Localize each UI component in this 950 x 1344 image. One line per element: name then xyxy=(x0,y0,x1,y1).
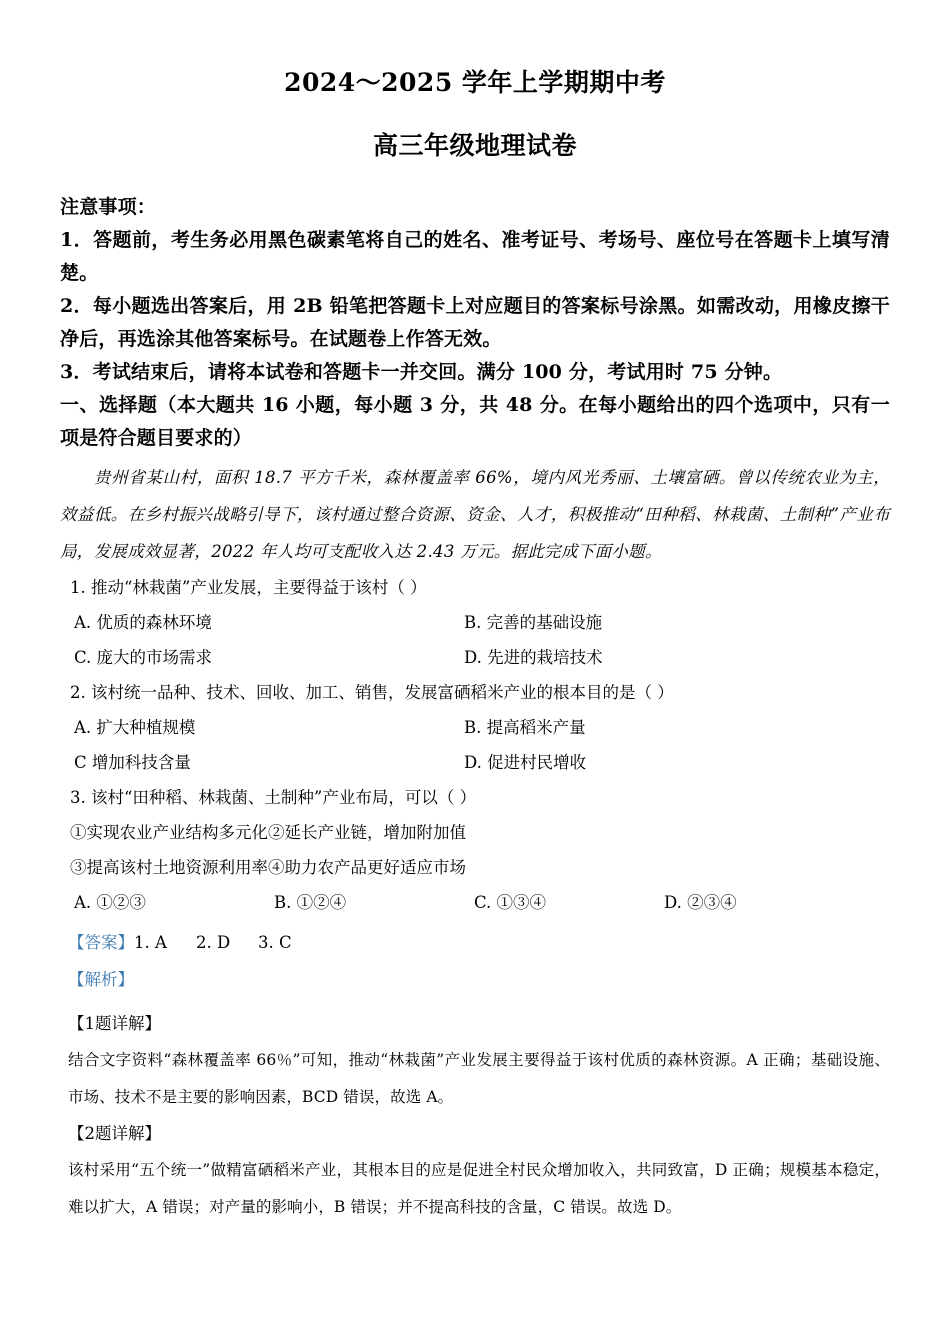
analysis-line xyxy=(60,961,890,998)
question-3-option-c[interactable]: C. ①③④ xyxy=(474,893,547,912)
question-3-option-b[interactable]: B. ①②④ xyxy=(274,893,347,912)
passage-text: 贵州省某山村，面积 18.7 平方千米，森林覆盖率 66%，境内风光秀丽、土壤富硒。曾以传统农业为主，效益低。在乡村振兴战略引导下，该村通过整合资源、资金、人才，积极推动“田种稻、林栽菌、土制种”产业布局，发展成效显著，2022 年人均可支配收入达 2.43 万元。据此完成下面小题。 xyxy=(60,468,890,561)
analysis-detail-1 xyxy=(60,1006,890,1116)
notice-item-2: 2．每小题选出答案后，用 2B 铅笔把答题卡上对应题目的答案标号涂黑。如需改动，用橡皮擦干净后，再选涂其他答案标号。在试题卷上作答无效。 xyxy=(60,295,890,350)
answer-item-2: 2. D xyxy=(196,933,231,952)
section-heading-multiple-choice: 一、选择题（本大题共 16 小题，每小题 3 分，共 48 分。在每小题给出的四个选项中，只有一项是符合题目要求的） xyxy=(60,394,890,449)
answer-item-3: 3. C xyxy=(258,933,292,952)
question-1-option-a[interactable]: A. 优质的森林环境 xyxy=(74,613,212,632)
question-3-subline-2: ③提高该村土地资源利用率④助力农产品更好适应市场 xyxy=(70,858,466,877)
analysis-detail-1-heading: 【1题详解】 xyxy=(68,1014,161,1033)
question-1-option-c[interactable]: C. 庞大的市场需求 xyxy=(74,648,213,667)
question-3-subline-1: ①实现农业产业结构多元化②延长产业链，增加附加值 xyxy=(70,823,466,842)
analysis-detail-1-body: 结合文字资料“森林覆盖率 66％”可知，推动“林栽菌”产业发展主要得益于该村优质的森林资源。A 正确；基础设施、市场、技术不是主要的影响因素，BCD 错误，故选 A。 xyxy=(68,1051,890,1106)
question-3-option-a[interactable]: A. ①②③ xyxy=(74,893,146,912)
question-2-option-d[interactable]: D. 促进村民增收 xyxy=(464,753,587,772)
page-title: 2024～2025 学年上学期期中考 xyxy=(284,68,666,97)
question-1-option-d[interactable]: D. 先进的栽培技术 xyxy=(464,648,603,667)
question-3-options-row xyxy=(60,885,890,921)
question-2 xyxy=(60,675,890,780)
question-2-stem: 2. 该村统一品种、技术、回收、加工、销售，发展富硒稻米产业的根本目的是（ ） xyxy=(70,683,674,702)
analysis-label: 【解析】 xyxy=(68,970,134,989)
question-3 xyxy=(60,780,890,921)
question-1 xyxy=(60,570,890,675)
analysis-detail-2-body: 该村采用“五个统一”做精富硒稻米产业，其根本目的应是促进全村民众增加收入，共同致富，D 正确；规模基本稳定，难以扩大，A 错误；对产量的影响小，B 错误；并不提高科技的含量，C 错误。故选 D。 xyxy=(68,1161,890,1216)
question-1-stem: 1. 推动“林栽菌”产业发展，主要得益于该村（ ） xyxy=(70,578,427,597)
question-2-option-c[interactable]: C 增加科技含量 xyxy=(74,753,191,772)
question-1-option-b[interactable]: B. 完善的基础设施 xyxy=(464,613,603,632)
spacer xyxy=(60,998,890,1006)
question-2-options-row-2 xyxy=(60,745,890,780)
notice-item-3: 3．考试结束后，请将本试卷和答题卡一并交回。满分 100 分，考试用时 75 分钟。 xyxy=(60,361,783,383)
question-2-option-a[interactable]: A. 扩大种植规模 xyxy=(74,718,196,737)
question-2-options-row-1 xyxy=(60,710,890,745)
analysis-detail-2 xyxy=(60,1116,890,1226)
page-subtitle: 高三年级地理试卷 xyxy=(372,131,577,160)
question-2-option-b[interactable]: B. 提高稻米产量 xyxy=(464,718,586,737)
answer-line xyxy=(60,924,890,961)
answer-item-1: 1. A xyxy=(134,933,167,952)
question-1-options-row-2 xyxy=(60,640,890,675)
question-3-option-d[interactable]: D. ②③④ xyxy=(664,893,737,912)
answer-label: 【答案】 xyxy=(68,933,134,952)
notice-heading: 注意事项： xyxy=(60,196,157,218)
question-3-stem: 3. 该村“田种稻、林栽菌、土制种”产业布局，可以（ ） xyxy=(70,788,477,807)
question-1-options-row-1 xyxy=(60,605,890,640)
analysis-detail-2-heading: 【2题详解】 xyxy=(68,1124,161,1143)
notice-section xyxy=(60,191,890,389)
notice-item-1: 1．答题前，考生务必用黑色碳素笔将自己的姓名、准考证号、考场号、座位号在答题卡上填写清楚。 xyxy=(60,229,890,284)
